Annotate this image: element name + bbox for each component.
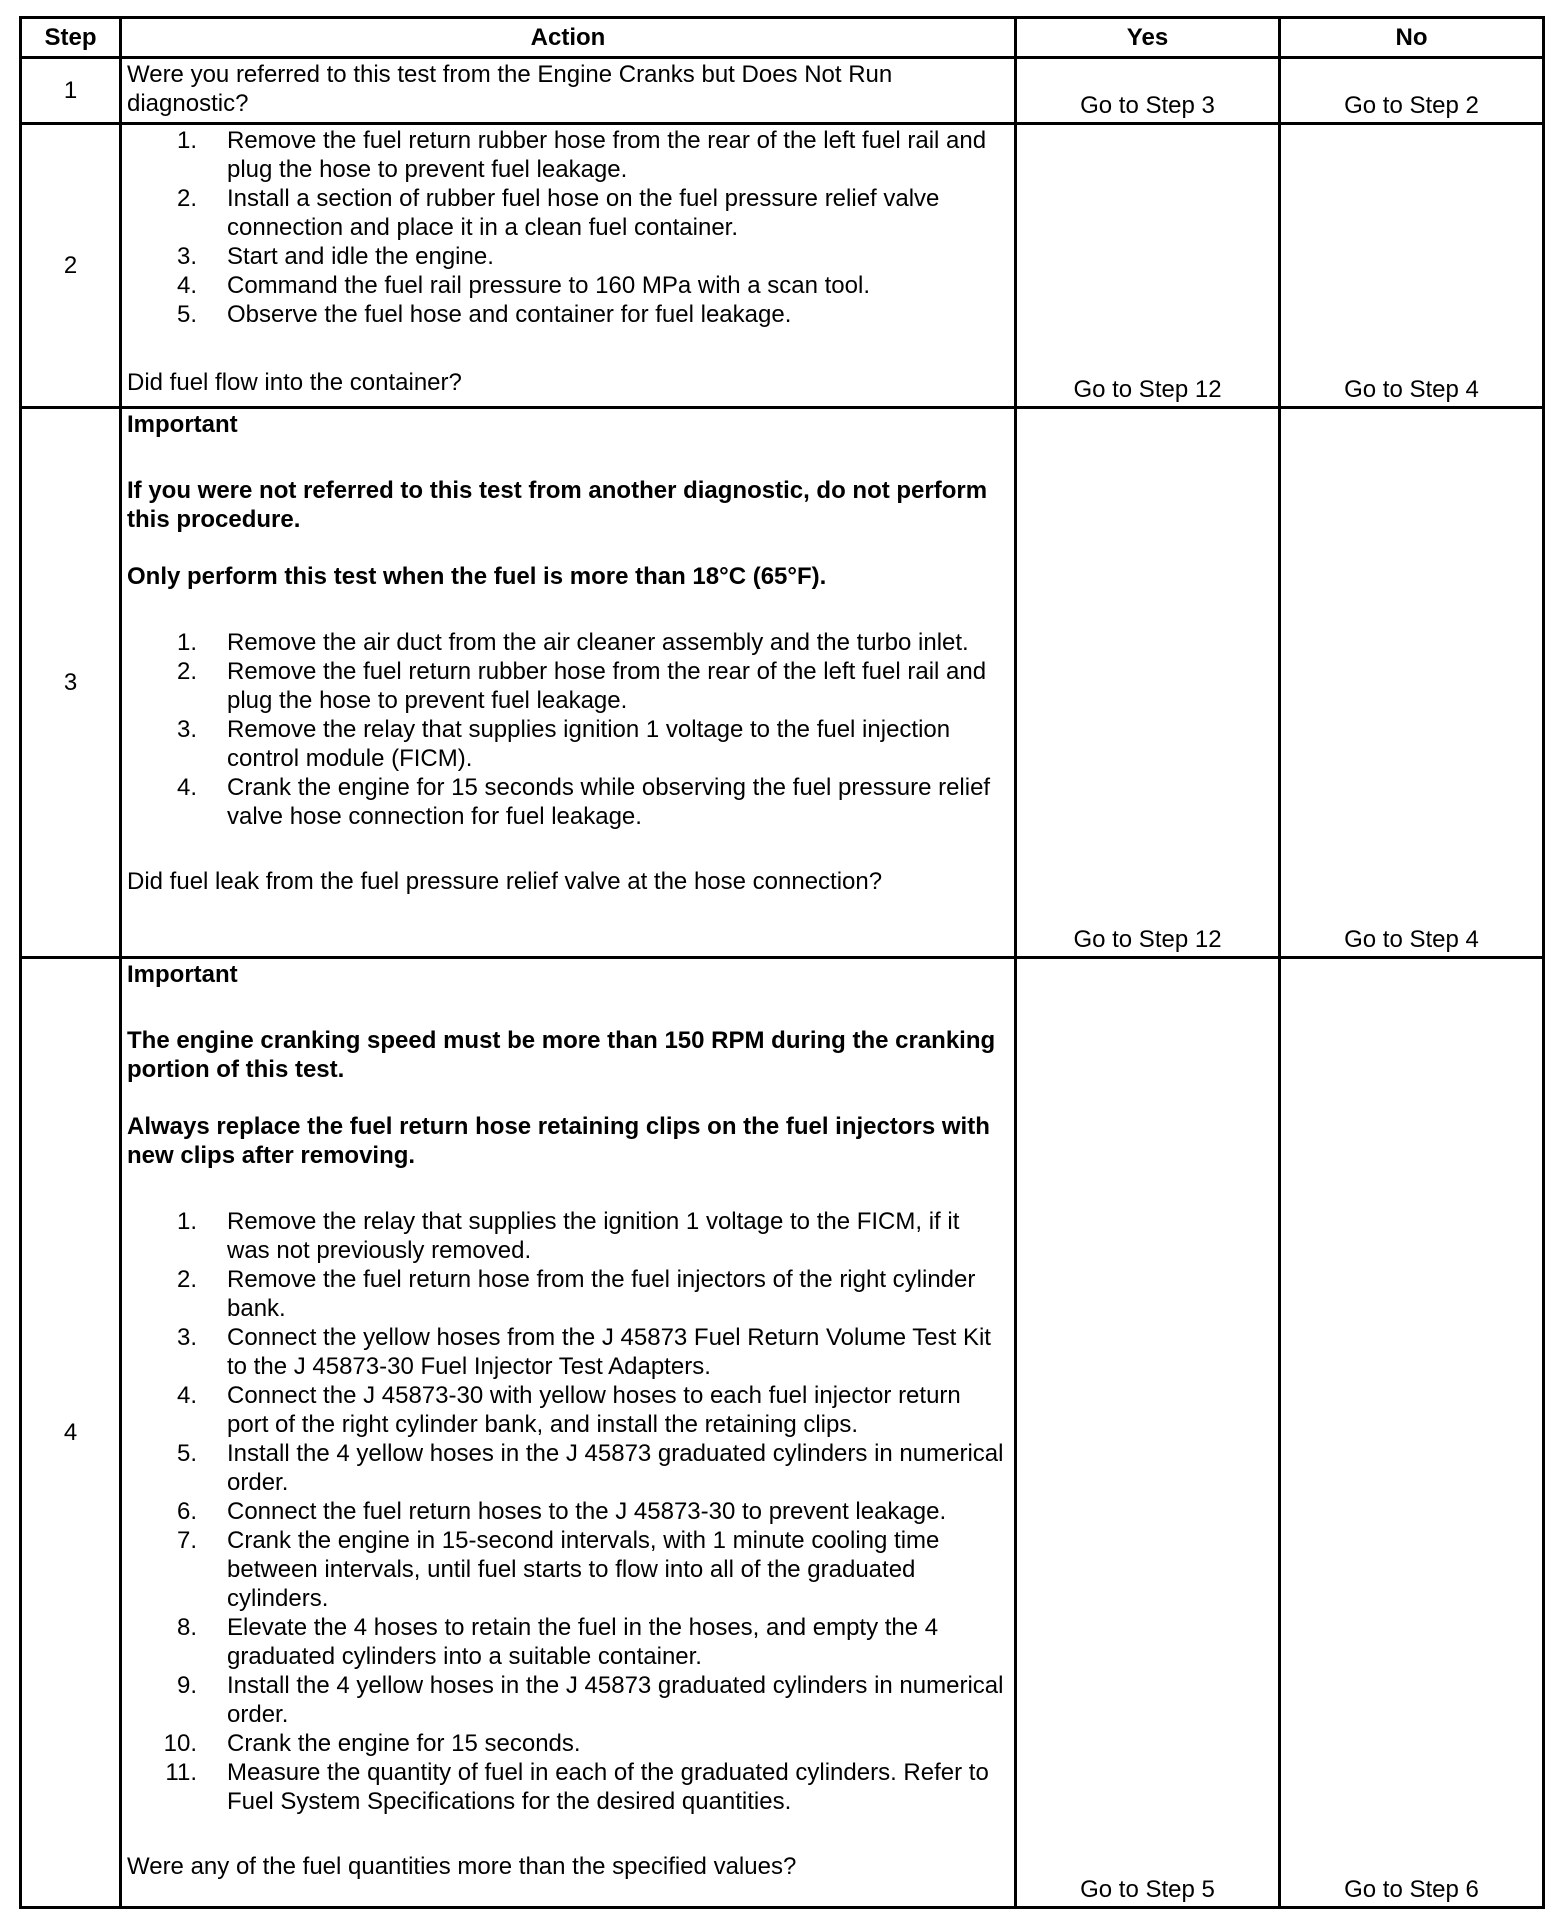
action-cell bbox=[121, 124, 1016, 408]
important-note: Only perform this test when the fuel is more than 18°C (65°F). bbox=[127, 563, 827, 590]
action-cell bbox=[121, 958, 1016, 1908]
procedure-step: 3. Remove the relay that supplies ignition 1 voltage to the fuel injection control module (FICM). bbox=[176, 716, 951, 772]
procedure-step: 8. Elevate the 4 hoses to retain the fuel in the hoses, and empty the 4 graduated cylinders into a suitable container. bbox=[176, 1614, 939, 1670]
action-cell bbox=[121, 408, 1016, 958]
question-text: Did fuel flow into the container? bbox=[127, 369, 462, 396]
important-note: Always replace the fuel return hose retaining clips on the fuel injectors with new clips after removing. bbox=[127, 1113, 990, 1169]
no-result: Go to Step 4 bbox=[1280, 124, 1544, 408]
yes-result: Go to Step 12 bbox=[1016, 408, 1280, 958]
step-number: 1 bbox=[21, 58, 121, 124]
table-header-row bbox=[21, 18, 1544, 58]
question-text: Were you referred to this test from the Engine Cranks but Does Not Run diagnostic? bbox=[127, 61, 893, 117]
action-cell bbox=[121, 58, 1016, 124]
procedure-step: 3. Start and idle the engine. bbox=[176, 243, 494, 270]
procedure-step: 5. Observe the fuel hose and container for fuel leakage. bbox=[176, 301, 792, 328]
question-text: Were any of the fuel quantities more than the specified values? bbox=[127, 1853, 797, 1880]
procedure-step: 10. Crank the engine for 15 seconds. bbox=[163, 1730, 581, 1757]
procedure-list bbox=[127, 628, 1008, 831]
diagnostic-table bbox=[19, 16, 1545, 1909]
step-number: 2 bbox=[21, 124, 121, 408]
important-note: The engine cranking speed must be more than 150 RPM during the cranking portion of this test. bbox=[127, 1027, 996, 1083]
procedure-step: 4. Connect the J 45873-30 with yellow hoses to each fuel injector return port of the right cylinder bank, and install the retaining clips. bbox=[176, 1382, 961, 1438]
question-text: Did fuel leak from the fuel pressure relief valve at the hose connection? bbox=[127, 868, 883, 895]
procedure-step: 6. Connect the fuel return hoses to the J 45873-30 to prevent leakage. bbox=[176, 1498, 947, 1525]
no-result: Go to Step 6 bbox=[1280, 958, 1544, 1908]
procedure-step: 2. Remove the fuel return rubber hose from the rear of the left fuel rail and plug the hose to prevent fuel leakage. bbox=[176, 658, 987, 714]
step-number: 3 bbox=[21, 408, 121, 958]
yes-result: Go to Step 12 bbox=[1016, 124, 1280, 408]
yes-result: Go to Step 3 bbox=[1016, 58, 1280, 124]
procedure-step: 4. Crank the engine for 15 seconds while observing the fuel pressure relief valve hose connection for fuel leakage. bbox=[176, 774, 991, 830]
important-title: Important bbox=[127, 411, 238, 438]
no-result: Go to Step 2 bbox=[1280, 58, 1544, 124]
procedure-step: 1. Remove the air duct from the air cleaner assembly and the turbo inlet. bbox=[176, 629, 969, 656]
procedure-step: 9. Install the 4 yellow hoses in the J 45873 graduated cylinders in numerical order. bbox=[176, 1672, 1004, 1728]
procedure-step: 7. Crank the engine in 15-second intervals, with 1 minute cooling time between intervals, until fuel starts to flow into all of the graduated cylinders. bbox=[176, 1527, 940, 1612]
procedure-step: 1. Remove the relay that supplies the ignition 1 voltage to the FICM, if it was not previously removed. bbox=[176, 1208, 960, 1264]
procedure-step: 1. Remove the fuel return rubber hose from the rear of the left fuel rail and plug the hose to prevent fuel leakage. bbox=[176, 127, 987, 183]
important-note: If you were not referred to this test from another diagnostic, do not perform this procedure. bbox=[127, 477, 988, 533]
procedure-list bbox=[127, 126, 1008, 329]
header-step: Step bbox=[21, 18, 121, 58]
procedure-step: 11. Measure the quantity of fuel in each of the graduated cylinders. Refer to Fuel System Specifications for the desired quantities. bbox=[165, 1759, 989, 1815]
table-row-step-1 bbox=[21, 58, 1544, 124]
yes-result: Go to Step 5 bbox=[1016, 958, 1280, 1908]
step-number: 4 bbox=[21, 958, 121, 1908]
table-row-step-2 bbox=[21, 124, 1544, 408]
no-result: Go to Step 4 bbox=[1280, 408, 1544, 958]
table-row-step-3 bbox=[21, 408, 1544, 958]
procedure-step: 5. Install the 4 yellow hoses in the J 45873 graduated cylinders in numerical order. bbox=[176, 1440, 1004, 1496]
procedure-list bbox=[127, 1207, 1008, 1816]
procedure-step: 2. Install a section of rubber fuel hose on the fuel pressure relief valve connection and place it in a clean fuel container. bbox=[176, 185, 940, 241]
header-no: No bbox=[1280, 18, 1544, 58]
important-title: Important bbox=[127, 961, 238, 988]
procedure-step: 4. Command the fuel rail pressure to 160 MPa with a scan tool. bbox=[176, 272, 870, 299]
table-row-step-4 bbox=[21, 958, 1544, 1908]
header-yes: Yes bbox=[1016, 18, 1280, 58]
procedure-step: 3. Connect the yellow hoses from the J 45873 Fuel Return Volume Test Kit to the J 45873-30 Fuel Injector Test Adapters. bbox=[176, 1324, 991, 1380]
header-action: Action bbox=[121, 18, 1016, 58]
procedure-step: 2. Remove the fuel return hose from the fuel injectors of the right cylinder bank. bbox=[176, 1266, 976, 1322]
